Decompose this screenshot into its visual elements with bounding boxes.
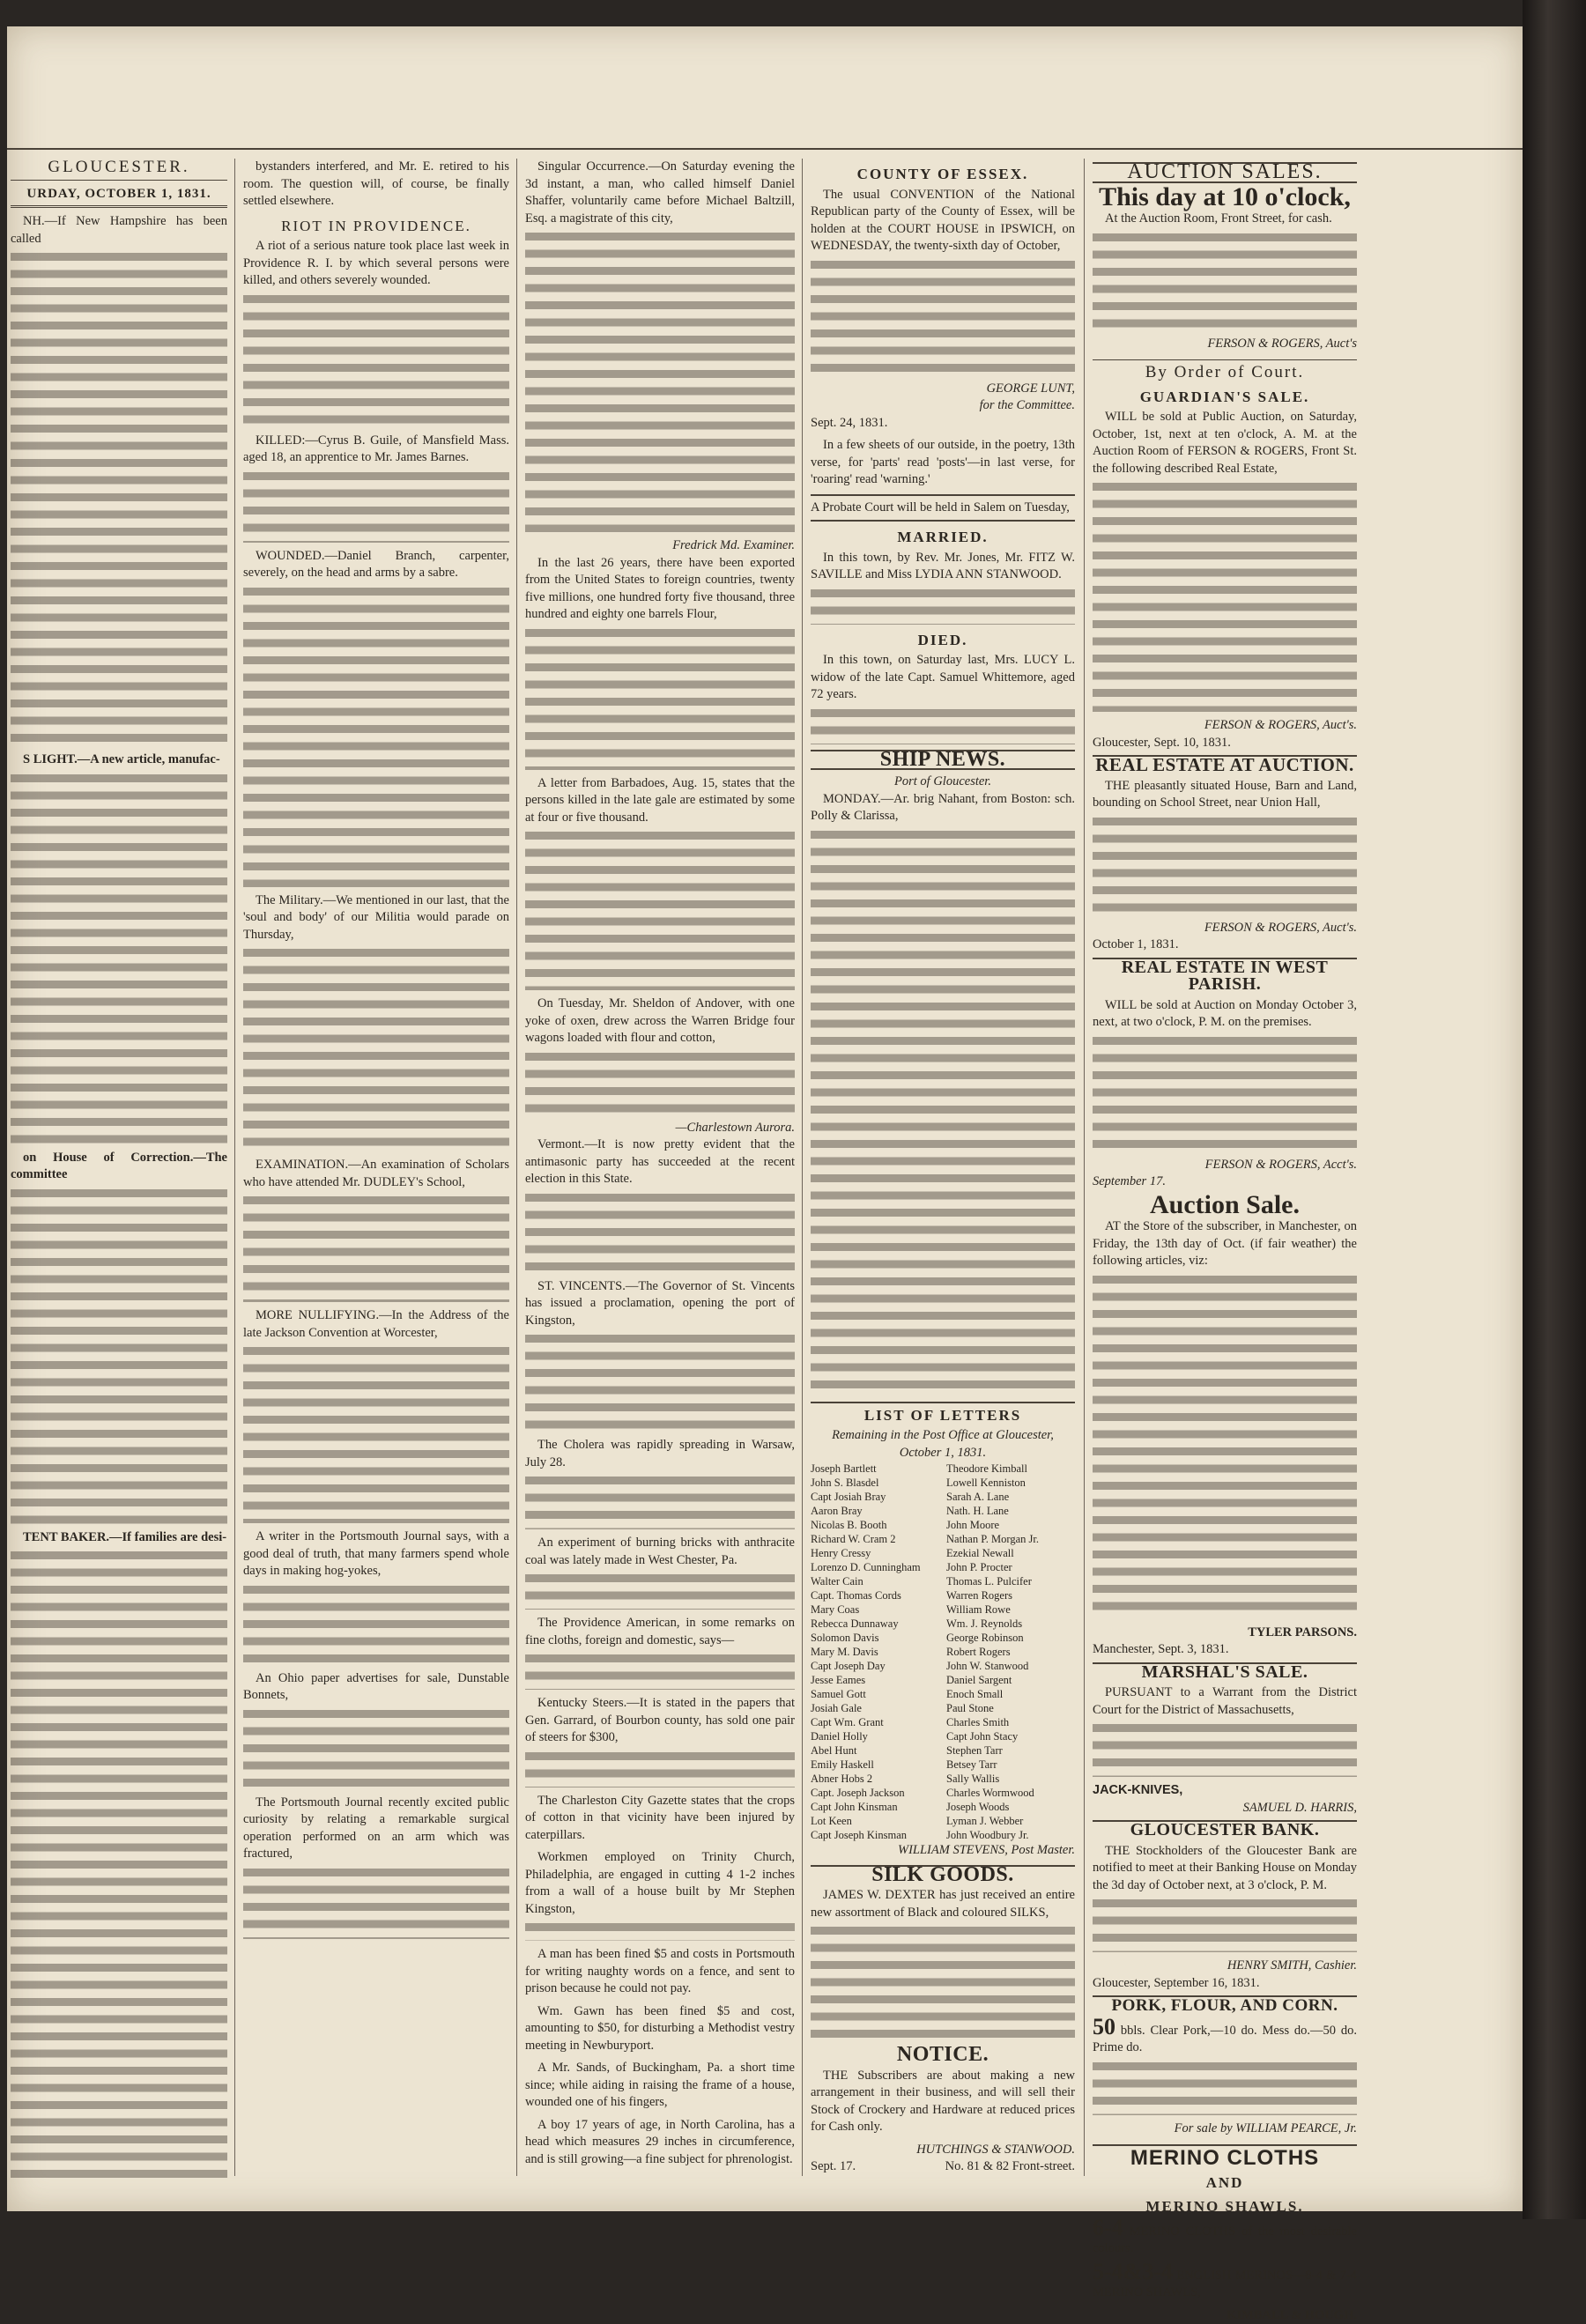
letter-recipient: George Robinson — [946, 1631, 1075, 1645]
notice-signature: HUTCHINGS & STANWOOD. — [811, 2142, 1075, 2159]
ship-news-text-block — [811, 831, 1075, 1395]
ad-text-block — [1093, 1899, 1357, 1952]
article-text-block — [11, 1189, 227, 1524]
letter-recipient: Abner Hobs 2 — [811, 1772, 939, 1786]
signature-examiner: Fredrick Md. Examiner. — [525, 537, 795, 555]
article-nullifying: MORE NULLIFYING.—In the Address of the late Jackson Convention at Worcester, — [243, 1307, 509, 1342]
article-hog-yokes: A writer in the Portsmouth Journal says, with a good deal of truth, that many farmers spend whole days in making hog-yokes, — [243, 1528, 509, 1580]
letter-recipient: Sarah A. Lane — [946, 1490, 1075, 1504]
column-5 — [1093, 159, 1357, 2176]
headline-silk-goods: SILK GOODS. — [811, 1865, 1075, 1884]
letter-recipient: Capt Wm. Grant — [811, 1715, 939, 1729]
ad-text-block — [1093, 1724, 1357, 1777]
column-1 — [11, 159, 227, 2176]
letter-recipient: William Rowe — [946, 1602, 1075, 1617]
merino-54-size: 5-4&3-4 — [1093, 2259, 1173, 2284]
letters-right-column — [946, 1462, 1075, 1842]
letter-recipient: Nicolas B. Booth — [811, 1518, 939, 1532]
signature-committee: for the Committee. — [811, 397, 1075, 415]
article-anthracite: An experiment of burning bricks with anthracite coal was lately made in West Chester, Pa. — [525, 1535, 795, 1569]
article-text-block — [525, 233, 795, 532]
notice-died: In this town, on Saturday last, Mrs. LUCY L. widow of the late Capt. Samuel Whittemore, aged 72 years. — [811, 652, 1075, 704]
notice-probate: A Probate Court will be held in Salem on Tuesday, — [811, 494, 1075, 522]
letter-recipient: Sally Wallis — [946, 1772, 1075, 1786]
article-text-block — [525, 1752, 795, 1787]
letter-recipient: Capt John Stacy — [946, 1729, 1075, 1743]
headline-married: MARRIED. — [811, 529, 1075, 546]
pork-signature: For sale by WILLIAM PEARCE, Jr. — [1093, 2120, 1357, 2138]
top-rule — [7, 148, 1523, 150]
pork-quantity: 50 — [1093, 2014, 1115, 2039]
headline-died: DIED. — [811, 632, 1075, 649]
letter-recipient: Capt Josiah Bray — [811, 1490, 939, 1504]
article-st-vincents: ST. VINCENTS.—The Governor of St. Vincents has issued a proclamation, opening the port of Kingston, — [525, 1278, 795, 1330]
ad-pork — [1093, 2018, 1357, 2057]
ship-news-subhead: Port of Gloucester. — [811, 773, 1075, 791]
article-text-block — [525, 832, 795, 990]
article-boy: A boy 17 years of age, in North Carolina, has a head which measures 29 inches in circumference, and is still growing—a fine subject for phrenologist. — [525, 2117, 795, 2169]
article-house-of-correction: on House of Correction.—The committee — [11, 1150, 227, 1184]
article-cholera: The Cholera was rapidly spreading in Warsaw, July 28. — [525, 1437, 795, 1471]
masthead: GLOUCESTER. — [11, 159, 227, 181]
merino-64-size: 6-4 — [1093, 2215, 1123, 2240]
letter-recipient: Capt. Thomas Cords — [811, 1588, 939, 1602]
merino-64-text: MERINO CLOTHS of the most desirable colours. — [1093, 2224, 1357, 2256]
issue-date: URDAY, OCTOBER 1, 1831. — [11, 186, 227, 209]
article-text-block — [243, 472, 509, 543]
notice-convention: The usual CONVENTION of the National Republican party of the County of Essex, will be holden at the COURT HOUSE in IPSWICH, on WEDNESDAY, the twenty-sixth day of October, — [811, 187, 1075, 255]
ad-merino-54 — [1093, 2263, 1357, 2302]
article-sands: A Mr. Sands, of Buckingham, Pa. a short time since; while aiding in raising the frame of a house, wounded one of his fingers, — [525, 2060, 795, 2112]
article-text-block — [525, 1335, 795, 1432]
ad-west-parish: WILL be sold at Auction on Monday October 3, next, at two o'clock, P. M. on the premises. — [1093, 997, 1357, 1032]
ad-text-block — [1093, 483, 1357, 712]
letter-recipient: Abel Hunt — [811, 1743, 939, 1758]
letter-recipient: Mary M. Davis — [811, 1645, 939, 1659]
article-sheldon: On Tuesday, Mr. Sheldon of Andover, with one yoke of oxen, drew across the Warren Bridge four wagons loaded with flour and cotton, — [525, 995, 795, 1047]
headline-riot: RIOT IN PROVIDENCE. — [243, 218, 509, 235]
article-text-block — [243, 1196, 509, 1302]
letter-recipient: Paul Stone — [946, 1701, 1075, 1715]
ad-merino-64 — [1093, 2219, 1357, 2258]
article-text-block — [11, 1551, 227, 2186]
letters-list — [811, 1462, 1075, 1842]
column-rule — [234, 159, 235, 2176]
notice-date: Sept. 24, 1831. — [811, 415, 1075, 433]
article-text-block — [525, 1053, 795, 1114]
notice-erratum: In a few sheets of our outside, in the poetry, 13th verse, for 'parts' read 'posts'—in last verse, for 'roaring' read 'warning.' — [811, 437, 1075, 489]
letter-recipient: John Woodbury Jr. — [946, 1828, 1075, 1842]
column-rule — [802, 159, 803, 2176]
letter-recipient: Lowell Kenniston — [946, 1476, 1075, 1490]
ad-notice: THE Subscribers are about making a new arrangement in their business, and will sell their Stock of Crockery and Hardware at reduced prices for Cash only. — [811, 2068, 1075, 2136]
headline-west-parish: REAL ESTATE IN WEST PARISH. — [1093, 958, 1357, 994]
article-riot: A riot of a serious nature took place last week in Providence R. I. by which several persons were killed, and others severely wounded. — [243, 238, 509, 290]
letter-recipient: Richard W. Cram 2 — [811, 1532, 939, 1546]
notice-footer — [811, 2158, 1075, 2176]
article-examination: EXAMINATION.—An examination of Scholars who have attended Mr. DUDLEY's School, — [243, 1157, 509, 1191]
article-text-block — [243, 949, 509, 1151]
notice-text-block — [811, 709, 1075, 744]
article-tent-baker: TENT BAKER.—If families are desi- — [11, 1529, 227, 1547]
article-military: The Military.—We mentioned in our last, that the 'soul and body' of our Militia would parade on Thursday, — [243, 892, 509, 944]
ad-marshals-sale: PURSUANT to a Warrant from the District Court for the District of Massachusetts, — [1093, 1684, 1357, 1719]
article-text-block — [11, 774, 227, 1144]
article-vermont: Vermont.—It is now pretty evident that the antimasonic party has succeeded at the recent election in this State. — [525, 1136, 795, 1188]
headline-marshals-sale: MARSHAL'S SALE. — [1093, 1662, 1357, 1682]
letter-recipient: Capt John Kinsman — [811, 1800, 939, 1814]
realestate-date: October 1, 1831. — [1093, 936, 1357, 954]
notice-married: In this town, by Rev. Mr. Jones, Mr. FITZ W. SAVILLE and Miss LYDIA ANN STANWOOD. — [811, 550, 1075, 584]
auction-signature: FERSON & ROGERS, Auct's — [1093, 336, 1357, 353]
column-2 — [243, 159, 509, 2176]
article-new-hampshire: NH.—If New Hampshire has been called — [11, 213, 227, 248]
letter-recipient: Theodore Kimball — [946, 1462, 1075, 1476]
letter-recipient: Capt Joseph Day — [811, 1659, 939, 1673]
merino-54-text: ENGLISH MERINOS—8-4 & 7-4 MERINO SHAWLS, — [1093, 2268, 1357, 2300]
ad-text-block — [1093, 233, 1357, 330]
book-binding — [1523, 0, 1586, 2219]
ad-text-block — [1093, 2062, 1357, 2115]
bank-signature: HENRY SMITH, Cashier. — [1093, 1958, 1357, 1975]
letter-recipient: Daniel Sargent — [946, 1673, 1075, 1687]
tyler-signature: TYLER PARSONS. — [1093, 1625, 1357, 1642]
headline-notice: NOTICE. — [811, 2046, 1075, 2064]
headline-merino-and: AND — [1093, 2174, 1357, 2192]
headline-ten-oclock: This day at 10 o'clock, — [1093, 189, 1357, 206]
article-text-block — [243, 1586, 509, 1665]
column-rule — [516, 159, 517, 2176]
letter-recipient: Warren Rogers — [946, 1588, 1075, 1602]
article-wounded: WOUNDED.—Daniel Branch, carpenter, severely, on the head and arms by a sabre. — [243, 548, 509, 582]
letter-recipient: Charles Smith — [946, 1715, 1075, 1729]
article-providence-american: The Providence American, in some remarks on fine cloths, foreign and domestic, says— — [525, 1615, 795, 1649]
article-portsmouth: The Portsmouth Journal recently excited public curiosity by relating a remarkable surgical operation performed on an arm which was fractured, — [243, 1795, 509, 1863]
tyler-date: Manchester, Sept. 3, 1831. — [1093, 1641, 1357, 1659]
article-ohio: An Ohio paper advertises for sale, Dunstable Bonnets, — [243, 1670, 509, 1705]
article-text-block — [525, 1574, 795, 1610]
column-rule — [1084, 159, 1085, 2176]
westparish-signature: FERSON & ROGERS, Acct's. — [1093, 1157, 1357, 1174]
letter-recipient: Emily Haskell — [811, 1758, 939, 1772]
notice-address: No. 81 & 82 Front-street. — [945, 2158, 1075, 2176]
article-barbadoes: A letter from Barbadoes, Aug. 15, states that the persons killed in the late gale are estimated by some at four or five thousand. — [525, 775, 795, 827]
headline-pork-flour-corn: PORK, FLOUR, AND CORN. — [1093, 1995, 1357, 2015]
letter-recipient: Joseph Woods — [946, 1800, 1075, 1814]
letter-recipient: Stephen Tarr — [946, 1743, 1075, 1758]
letter-recipient: Lorenzo D. Cunningham — [811, 1560, 939, 1574]
letter-recipient: John S. Blasdel — [811, 1476, 939, 1490]
newspaper-page — [7, 26, 1523, 2211]
article-text-block — [243, 1869, 509, 1939]
article-text-block — [525, 1194, 795, 1273]
headline-order-of-court: By Order of Court. — [1093, 359, 1357, 381]
article-text-block — [243, 588, 509, 887]
ad-text-block — [1093, 818, 1357, 914]
notice-date: Sept. 17. — [811, 2158, 856, 2176]
headline-auction-sale: Auction Sale. — [1093, 1196, 1357, 1214]
ad-auction-room: At the Auction Room, Front Street, for cash. — [1093, 211, 1357, 228]
headline-gloucester-bank: GLOUCESTER BANK. — [1093, 1820, 1357, 1839]
headline-county-of-essex: COUNTY OF ESSEX. — [811, 166, 1075, 183]
letter-recipient: Lot Keen — [811, 1814, 939, 1828]
letter-recipient: Ezekial Newall — [946, 1546, 1075, 1560]
letter-recipient: Rebecca Dunnaway — [811, 1617, 939, 1631]
headline-list-of-letters: LIST OF LETTERS — [811, 1402, 1075, 1425]
ad-text-block — [811, 1927, 1075, 2041]
article-text-block — [525, 1477, 795, 1529]
article-text-block — [11, 253, 227, 746]
article-text-block — [525, 1923, 795, 1941]
headline-merino-cloths: MERINO CLOTHS — [1093, 2144, 1357, 2167]
ad-guardians-sale: WILL be sold at Public Auction, on Saturday, October, 1st, next at ten o'clock, A. M. at the Auction Room of FERSON & ROGERS, Front St. the following described Real Estate, — [1093, 409, 1357, 477]
letter-recipient: Thomas L. Pulcifer — [946, 1574, 1075, 1588]
letter-recipient: Walter Cain — [811, 1574, 939, 1588]
pork-text: bbls. Clear Pork,—10 do. Mess do.—50 do. Prime do. — [1093, 2024, 1357, 2055]
letters-signature: WILLIAM STEVENS, Post Master. — [811, 1842, 1075, 1860]
article-charleston: The Charleston City Gazette states that the crops of cotton in that vicinity have been injured by caterpillars. — [525, 1793, 795, 1845]
letter-recipient: Robert Rogers — [946, 1645, 1075, 1659]
headline-ship-news: SHIP NEWS. — [811, 750, 1075, 771]
letter-recipient: Daniel Holly — [811, 1729, 939, 1743]
letter-recipient: Nathan P. Morgan Jr. — [946, 1532, 1075, 1546]
article-text-block — [243, 1710, 509, 1789]
article-light: S LIGHT.—A new article, manufac- — [11, 751, 227, 769]
letters-left-column — [811, 1462, 939, 1842]
column-4 — [811, 159, 1075, 2176]
headline-merino-shawls: MERINO SHAWLS. — [1093, 2198, 1357, 2216]
article-exports: In the last 26 years, there have been exported from the United States to foreign countries, twenty five millions, one hundred forty five thousand, three hundred and eighty one barrels Flour, — [525, 555, 795, 624]
article-killed: KILLED:—Cyrus B. Guile, of Mansfield Mass. aged 18, an apprentice to Mr. James Barnes. — [243, 433, 509, 467]
ad-silk-goods: JAMES W. DEXTER has just received an entire new assortment of Black and coloured SILKS, — [811, 1887, 1075, 1921]
westparish-date: September 17. — [1093, 1173, 1357, 1191]
letter-recipient: Charles Wormwood — [946, 1786, 1075, 1800]
headline-guardians-sale: GUARDIAN'S SALE. — [1093, 389, 1357, 406]
article-singular-occurrence: Singular Occurrence.—On Saturday evening the 3d instant, a man, who called himself Daniel Shaffer, voluntarily came before Michael Baltzill, Esq. a magistrate of this city, — [525, 159, 795, 227]
article-text-block — [525, 629, 795, 770]
letter-recipient: Wm. J. Reynolds — [946, 1617, 1075, 1631]
article-lead: bystanders interfered, and Mr. E. retired to his room. The question will, of course, be finally settled elsewhere. — [243, 159, 509, 211]
ad-real-estate: THE pleasantly situated House, Barn and Land, bounding on School Street, near Union Hall, — [1093, 778, 1357, 812]
headline-auction-sales: AUCTION SALES. — [1093, 162, 1357, 183]
letter-recipient: Solomon Davis — [811, 1631, 939, 1645]
notice-text-block — [811, 261, 1075, 375]
notice-text-block — [811, 589, 1075, 625]
letter-recipient: John P. Procter — [946, 1560, 1075, 1574]
letter-recipient: Enoch Small — [946, 1687, 1075, 1701]
article-gawn: Wm. Gawn has been fined $5 and cost, amounting to $50, for disturbing a Methodist vestry meeting in Newburyport. — [525, 2003, 795, 2055]
ad-gloucester-bank: THE Stockholders of the Gloucester Bank are notified to meet at their Banking House on Monday the 3d day of October next, at 3 o'clock, P. M. — [1093, 1843, 1357, 1895]
marshal-jack-knives: JACK-KNIVES, — [1093, 1782, 1357, 1800]
article-kentucky-steers: Kentucky Steers.—It is stated in the papers that Gen. Garrard, of Bourbon county, has sold one pair of steers for $300, — [525, 1695, 795, 1747]
merino-signature: KIMBALL & HOUGH. — [1093, 2307, 1357, 2324]
marshal-signature: SAMUEL D. HARRIS, — [1093, 1800, 1357, 1817]
letters-subhead: Remaining in the Post Office at Gloucester, October 1, 1831. — [811, 1427, 1075, 1462]
article-trinity-church: Workmen employed on Trinity Church, Philadelphia, are engaged in cutting 4 1-2 inches from a wall of a house built by Mr Stephen Kingston, — [525, 1849, 795, 1918]
letter-recipient: Joseph Bartlett — [811, 1462, 939, 1476]
letter-recipient: Samuel Gott — [811, 1687, 939, 1701]
letter-recipient: Nath. H. Lane — [946, 1504, 1075, 1518]
signature-aurora: —Charlestown Aurora. — [525, 1120, 795, 1137]
letter-recipient: Lyman J. Webber — [946, 1814, 1075, 1828]
article-fined: A man has been fined $5 and costs in Portsmouth for writing naughty words on a fence, and sent to prison because he could not pay. — [525, 1946, 795, 1998]
signature-lunt: GEORGE LUNT, — [811, 381, 1075, 398]
letter-recipient: Aaron Bray — [811, 1504, 939, 1518]
letter-recipient: John W. Stanwood — [946, 1659, 1075, 1673]
letter-recipient: Capt Joseph Kinsman — [811, 1828, 939, 1842]
bank-date: Gloucester, September 16, 1831. — [1093, 1975, 1357, 1993]
letter-recipient: John Moore — [946, 1518, 1075, 1532]
column-3 — [525, 159, 795, 2176]
ad-text-block — [1093, 1037, 1357, 1151]
letter-recipient: Mary Coas — [811, 1602, 939, 1617]
letter-recipient: Betsey Tarr — [946, 1758, 1075, 1772]
guardian-signature: FERSON & ROGERS, Auct's. — [1093, 717, 1357, 735]
ship-news-monday: MONDAY.—Ar. brig Nahant, from Boston: sch. Polly & Clarissa, — [811, 791, 1075, 825]
article-text-block — [525, 1654, 795, 1690]
headline-real-estate-auction: REAL ESTATE AT AUCTION. — [1093, 755, 1357, 774]
letter-recipient: Jesse Eames — [811, 1673, 939, 1687]
article-text-block — [243, 295, 509, 427]
letter-recipient: Josiah Gale — [811, 1701, 939, 1715]
letter-recipient: Henry Cressy — [811, 1546, 939, 1560]
ad-auction-manchester: AT the Store of the subscriber, in Manchester, on Friday, the 13th day of Oct. (if fair weather) the following articles, viz: — [1093, 1218, 1357, 1270]
realestate-signature: FERSON & ROGERS, Auct's. — [1093, 920, 1357, 937]
letter-recipient: Capt. Joseph Jackson — [811, 1786, 939, 1800]
article-text-block — [243, 1347, 509, 1523]
ad-text-block — [1093, 1276, 1357, 1619]
guardian-date: Gloucester, Sept. 10, 1831. — [1093, 735, 1357, 752]
